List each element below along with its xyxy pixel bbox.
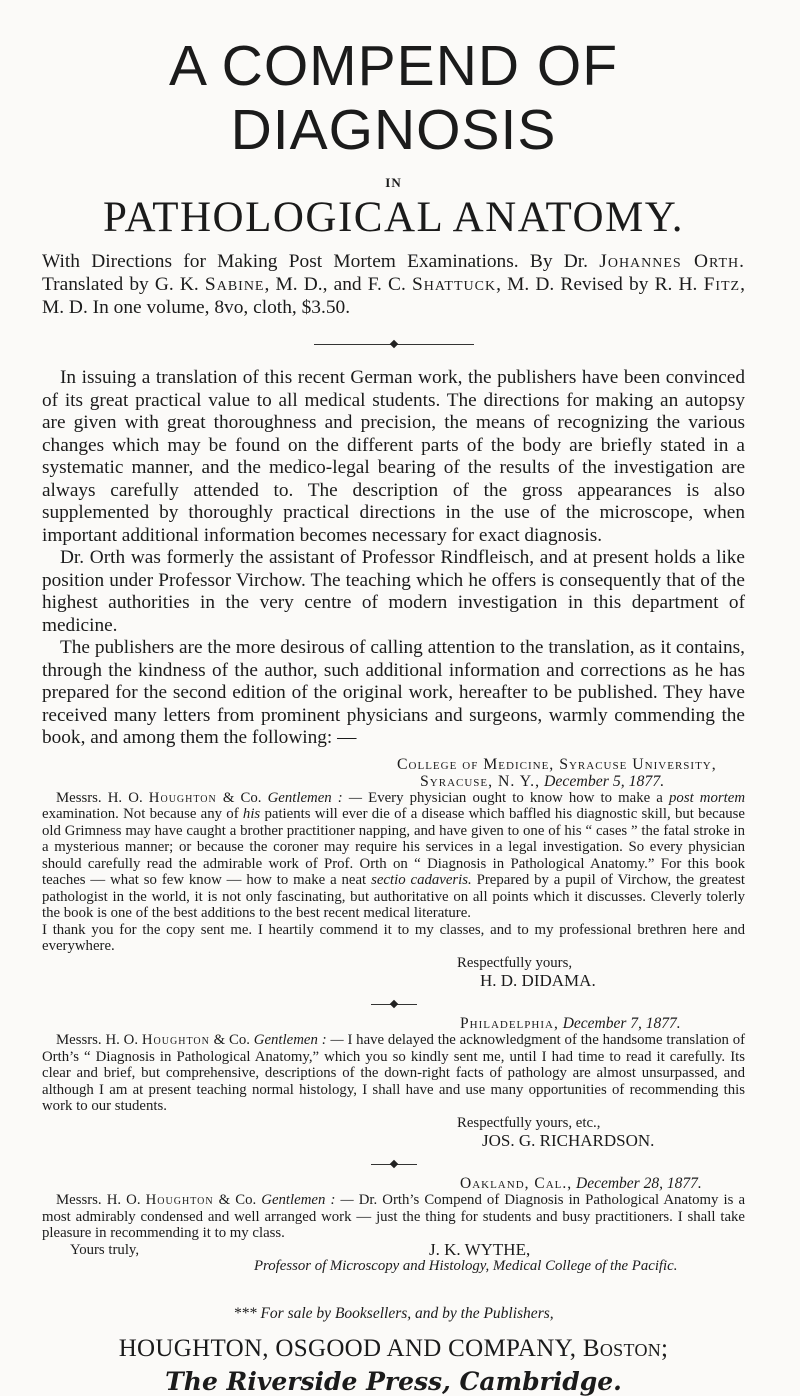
letter-text: Dr. Orth’s Compend of Diagnosis in Pathological Anatomy is a most admirably condensed and well arranged work — just the thing for students and busy practitioners. I shall take pleasure in recommending it to my class. [42, 1192, 746, 1241]
salutation: Gentlemen : — [267, 789, 363, 806]
letter-dateline [42, 773, 745, 790]
letter-date: December 28, 1877. [576, 1175, 702, 1192]
emphasis: his [242, 806, 261, 822]
letter-date: December 5, 1877. [543, 772, 665, 790]
publisher-imprint [42, 1335, 745, 1363]
emphasis: post mortem [669, 789, 746, 806]
letter-place: Philadelphia, [460, 1015, 559, 1032]
letter-closing: Respectfully yours, [457, 954, 573, 971]
asterism-icon: *** [233, 1304, 261, 1322]
intro-text: Translated by G. K. [42, 274, 199, 295]
addressee: Messrs. H. O. [56, 1032, 139, 1048]
book-description [42, 250, 745, 319]
letter-paragraph: I thank you for the copy sent me. I heartily commend it to my classes, and to my professional brethren here and everywhere. [42, 921, 745, 954]
addressee: Messrs. H. O. [56, 789, 143, 806]
letter-date: December 7, 1877. [562, 1015, 681, 1032]
ornament-divider [371, 1001, 417, 1007]
addressee-name: Houghton [145, 1192, 214, 1208]
letter-dateline [42, 1015, 745, 1032]
letter-didama [42, 756, 745, 992]
page-subtitle: PATHOLOGICAL ANATOMY. [102, 194, 685, 241]
letter-dateline [42, 1175, 745, 1192]
translator-name: Sabine [204, 274, 265, 295]
separator: ; [661, 1334, 669, 1362]
letter-text: I have delayed the acknowledgment of the handsome translation of Orth’s “ Diagnosis in Pathological Anatomy,” which you so kindly sent me, until I had time to read it carefully. Its clear and brief, but comprehensive, descriptions of the down-right facts of pathology are almost unsurpassed, and although I am at present teaching normal histology, I shall have and use many opportunities of recommending this work to our students. [42, 1032, 746, 1114]
addressee-name: Houghton [141, 1032, 210, 1048]
addressee: & Co. [222, 789, 262, 806]
letter-body [42, 790, 745, 922]
salutation: Gentlemen : — [261, 1192, 354, 1208]
intro-text: , M. D., and F. C. [264, 274, 406, 295]
addressee: Messrs. H. O. [56, 1192, 141, 1208]
letter-closing-row [42, 1239, 745, 1259]
letter-place: Oakland, Cal., [460, 1175, 573, 1192]
letter-text: patients will ever die of a disease which baffled his diagnostic skill, but because old Grimness may have caught a brother practitioner napping, and have given to one of his “ cases ” the fatal stroke in a mysterious manner; or because the coroner may require his services in a legal investigation. So every physician should carefully read the admirable work of Prof. Orth on “ Diagnosis in Pathological Anatomy.” For this book teaches — what so few know — how to make a neat [42, 806, 745, 888]
letter-wythe [42, 1175, 745, 1275]
translator-name: Shattuck [411, 274, 497, 295]
letter-body [42, 1192, 745, 1242]
letter-text: Every physician ought to know how to make a [368, 789, 663, 806]
letter-institution [42, 756, 745, 773]
letter-place: Syracuse, N. Y., [420, 772, 541, 790]
ornament-divider [371, 1161, 417, 1167]
sale-notice [42, 1305, 745, 1323]
diamond-ornament-icon [389, 1160, 397, 1168]
letter-signature: H. D. DIDAMA. [480, 971, 596, 990]
page-title: A COMPEND OF DIAGNOSIS [168, 34, 619, 162]
letter-closing: Respectfully yours, etc., [457, 1114, 601, 1131]
author-name: Johannes Orth. [599, 251, 745, 272]
paragraph: In issuing a translation of this recent German work, the publishers have been convinced of its great practical value to all medical students. The directions for making an autopsy are given with great thoroughness and precision, the means of recognizing the various changes which may be found on the different parts of the body are briefly stated in a systematic manner, and the medico-legal bearing of the results of the investigation are always carefully attended to. The description of the gross appearances is also supplemented by thoroughly practical directions in the use of the microscope, when important additional information becomes necessary for exact diagnosis. [42, 367, 745, 546]
diamond-ornament-icon [389, 1000, 397, 1008]
letter-signature: JOS. G. RICHARDSON. [482, 1131, 655, 1150]
letter-text: Prepared by a pupil of Virchow, the greatest pathologist in the world, it is not only fascinating, but authoritative on all points which it discusses. Cleverly tolerly the book is one of the best additions to the best recent medical literature. [42, 872, 746, 921]
paragraph: The publishers are the more desirous of calling attention to the translation, as it contains, through the kindness of the author, such additional information and corrections as he has prepared for the second edition of the original work, hereafter to be published. They have received many letters from prominent physicians and surgeons, warmly commending the book, and among them the following: — [42, 637, 745, 748]
salutation: Gentlemen : — [253, 1032, 344, 1048]
letter-signature: J. K. WYTHE, [429, 1239, 531, 1259]
sale-text: For sale by Booksellers, and by the Publishers, [260, 1304, 554, 1322]
paragraph: Dr. Orth was formerly the assistant of Professor Rindfleisch, and at present holds a like position under Professor Virchow. The teaching which he offers is consequently that of the highest authorities in the very centre of modern investigation in this department of medicine. [42, 547, 745, 636]
publisher-name: HOUGHTON, OSGOOD AND COMPANY, [118, 1334, 577, 1362]
publisher-city: Boston [582, 1334, 662, 1362]
title-connector: IN [385, 175, 402, 190]
signer-title: Professor of Microscopy and Histology, Medical College of the Pacific. [254, 1258, 678, 1274]
letter-body [42, 1032, 745, 1115]
press-name: The Riverside Press, Cambridge. [165, 1366, 622, 1396]
addressee: & Co. [213, 1032, 250, 1048]
letter-richardson [42, 1015, 745, 1151]
addressee-name: Houghton [148, 789, 217, 806]
addressee: & Co. [218, 1192, 257, 1208]
letter-closing: Yours truly, [70, 1241, 140, 1258]
reviser-name: Fitz [703, 274, 741, 295]
testimonial-letters [42, 756, 745, 1275]
intro-text: , M. D. In one volume, 8vo, cloth, $3.50. [42, 274, 745, 318]
letter-text: examination. Not because any of [42, 806, 239, 822]
intro-text: With Directions for Making Post Mortem Examinations. By Dr. [42, 251, 589, 272]
ornament-divider [314, 341, 474, 347]
diamond-ornament-icon [389, 340, 397, 348]
intro-text: , M. D. Revised by R. H. [496, 274, 698, 295]
emphasis: sectio cadaveris. [371, 872, 472, 888]
publisher-statement [42, 367, 745, 750]
institution-name: College of Medicine, Syracuse University, [397, 755, 717, 773]
